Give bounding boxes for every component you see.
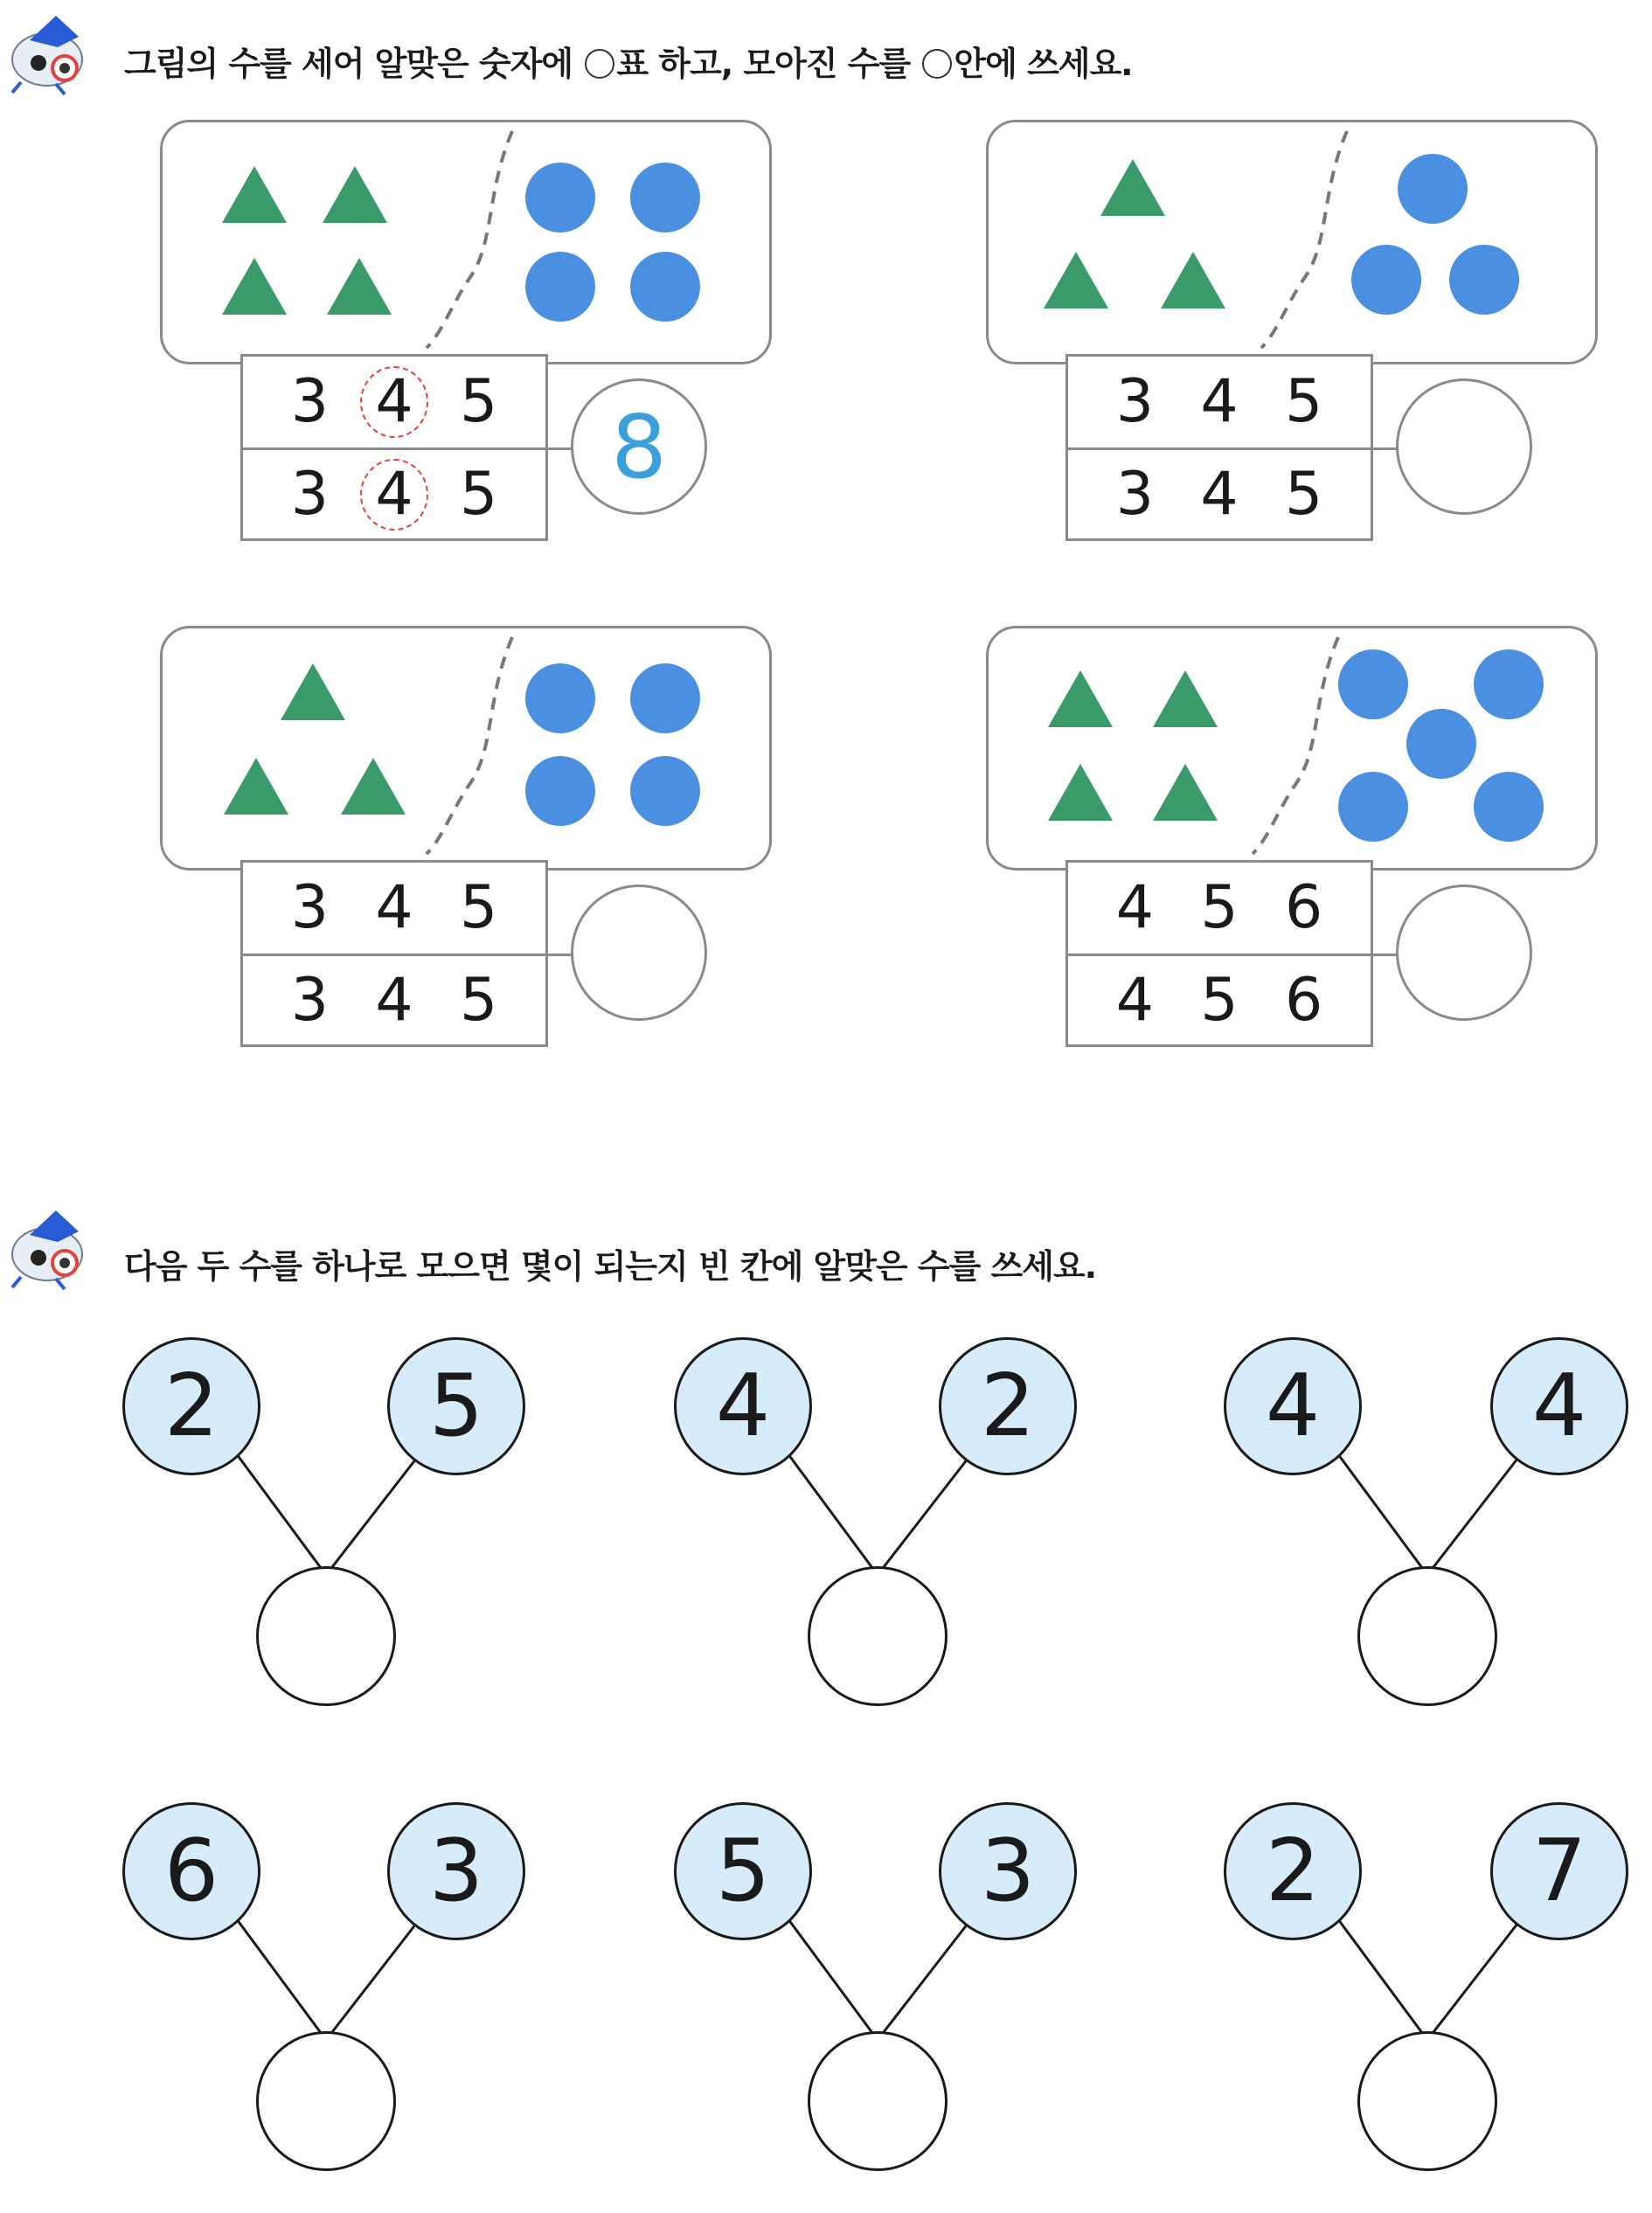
- number-option[interactable]: 5: [460, 873, 498, 942]
- number-option-circled[interactable]: 4: [364, 371, 425, 433]
- answer-circle-1[interactable]: [571, 378, 707, 515]
- button-circle-icon: [1474, 649, 1544, 719]
- number-row-1: [243, 863, 545, 954]
- button-circle-icon: [1406, 709, 1476, 779]
- triangle-icon: [1161, 252, 1225, 309]
- mascot-icon: [3, 5, 91, 97]
- right-number-bubble: 2: [939, 1337, 1077, 1475]
- number-row-2: [243, 447, 545, 538]
- number-option[interactable]: 5: [460, 965, 498, 1035]
- button-circle-icon: [1338, 649, 1408, 719]
- button-circle-icon: [1474, 772, 1544, 842]
- picture-panel-3: [160, 626, 772, 871]
- number-option[interactable]: 5: [460, 459, 498, 529]
- triangle-icon: [327, 258, 392, 315]
- mascot-icon: [3, 1200, 91, 1292]
- instruction-text: 안에 쓰세요.: [954, 45, 1133, 83]
- number-option[interactable]: 5: [1285, 459, 1323, 529]
- button-circle-icon: [525, 163, 595, 232]
- triangle-icon: [1153, 764, 1218, 821]
- number-tree-6: [1222, 1802, 1642, 2213]
- result-blank[interactable]: [808, 2031, 947, 2171]
- number-row-2: [1068, 954, 1371, 1044]
- triangle-icon: [323, 166, 387, 223]
- picture-panel-2: [986, 120, 1598, 364]
- button-circle-icon: [525, 663, 595, 733]
- number-tree-4: [121, 1802, 540, 2213]
- number-table-4: [1065, 860, 1373, 1047]
- triangle-icon: [222, 166, 287, 223]
- number-option[interactable]: 3: [290, 367, 329, 436]
- triangle-icon: [281, 663, 345, 720]
- number-option[interactable]: 3: [1115, 367, 1154, 436]
- instruction-text: 표 하고, 모아진 수를: [616, 45, 921, 83]
- answer-circle-4[interactable]: [1396, 885, 1532, 1021]
- left-number-bubble: 4: [1224, 1337, 1362, 1475]
- triangle-icon: [1100, 159, 1165, 216]
- connector-line: [1373, 954, 1398, 956]
- number-option-circled[interactable]: 4: [364, 464, 425, 525]
- button-circle-icon: [630, 756, 700, 826]
- number-row-1: [243, 357, 545, 447]
- circle-symbol-icon: [585, 49, 614, 79]
- number-option[interactable]: 5: [460, 367, 498, 436]
- picture-panel-1: [160, 120, 772, 364]
- number-row-1: [1068, 357, 1371, 447]
- result-blank[interactable]: [808, 1566, 947, 1706]
- triangle-icon: [1048, 670, 1113, 727]
- triangle-icon: [222, 258, 287, 315]
- number-option[interactable]: 4: [1115, 965, 1154, 1035]
- left-number-bubble: 2: [122, 1337, 260, 1475]
- number-option[interactable]: 4: [1200, 367, 1239, 436]
- triangle-icon: [1048, 764, 1113, 821]
- right-number-bubble: 4: [1490, 1337, 1628, 1475]
- number-option[interactable]: 4: [1200, 459, 1239, 529]
- triangle-icon: [224, 758, 288, 815]
- triangle-icon: [1153, 670, 1218, 727]
- button-circle-icon: [1351, 245, 1421, 315]
- number-table-1: [240, 354, 548, 541]
- left-number-bubble: 5: [674, 1802, 812, 1940]
- left-number-bubble: 4: [674, 1337, 812, 1475]
- button-circle-icon: [1449, 245, 1519, 315]
- result-blank[interactable]: [256, 1566, 396, 1706]
- triangle-icon: [341, 758, 406, 815]
- number-row-2: [243, 954, 545, 1044]
- number-tree-3: [1222, 1337, 1642, 1748]
- button-circle-icon: [525, 252, 595, 322]
- triangle-icon: [1044, 252, 1108, 309]
- button-circle-icon: [1338, 772, 1408, 842]
- answer-circle-3[interactable]: [571, 885, 707, 1021]
- button-circle-icon: [525, 756, 595, 826]
- number-tree-2: [672, 1337, 1092, 1748]
- number-option[interactable]: 3: [290, 965, 329, 1035]
- left-number-bubble: 6: [122, 1802, 260, 1940]
- result-blank[interactable]: [1357, 1566, 1497, 1706]
- number-option[interactable]: 4: [375, 965, 413, 1035]
- number-row-1: [1068, 863, 1371, 954]
- number-tree-5: [672, 1802, 1092, 2213]
- number-option[interactable]: 5: [1200, 965, 1239, 1035]
- answer-circle-2[interactable]: [1396, 378, 1532, 515]
- example-answer: 8: [611, 395, 667, 498]
- connector-line: [548, 954, 573, 956]
- instruction-text: 그림의 수를 세어 알맞은 숫자에: [124, 45, 584, 83]
- button-circle-icon: [1398, 154, 1468, 224]
- section2-instruction: 다음 두 수를 하나로 모으면 몇이 되는지 빈 칸에 알맞은 수를 쓰세요.: [124, 1247, 1097, 1286]
- right-number-bubble: 7: [1490, 1802, 1628, 1940]
- number-option[interactable]: 5: [1200, 873, 1239, 942]
- right-number-bubble: 3: [939, 1802, 1077, 1940]
- number-option[interactable]: 5: [1285, 367, 1323, 436]
- number-table-2: [1065, 354, 1373, 541]
- result-blank[interactable]: [1357, 2031, 1497, 2171]
- number-row-2: [1068, 447, 1371, 538]
- right-number-bubble: 3: [387, 1802, 525, 1940]
- number-option[interactable]: 4: [1115, 873, 1154, 942]
- number-tree-1: [121, 1337, 540, 1748]
- number-option[interactable]: 3: [290, 459, 329, 529]
- button-circle-icon: [630, 163, 700, 232]
- picture-panel-4: [986, 626, 1598, 871]
- number-option[interactable]: 3: [290, 873, 329, 942]
- number-option[interactable]: 4: [375, 873, 413, 942]
- left-number-bubble: 2: [1224, 1802, 1362, 1940]
- number-table-3: [240, 860, 548, 1047]
- result-blank[interactable]: [256, 2031, 396, 2171]
- right-number-bubble: 5: [387, 1337, 525, 1475]
- section1-instruction: [124, 37, 1133, 85]
- button-circle-icon: [630, 663, 700, 733]
- connector-line: [1373, 447, 1398, 450]
- circle-symbol-icon: [922, 49, 952, 79]
- number-option[interactable]: 6: [1285, 873, 1323, 942]
- connector-line: [548, 447, 573, 450]
- number-option[interactable]: 3: [1115, 459, 1154, 529]
- number-option[interactable]: 6: [1285, 965, 1323, 1035]
- button-circle-icon: [630, 252, 700, 322]
